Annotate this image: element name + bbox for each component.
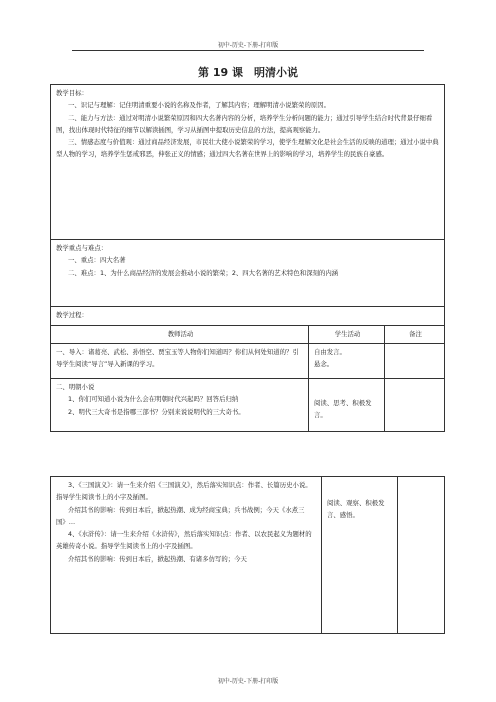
column-header-row — [51, 326, 445, 344]
note-cell — [385, 344, 445, 379]
objective-item: 二、能力与方法：通过对明清小说繁荣原因和四大名著内容的分析，培养学生分析问题的能力；通过引导学生结合时代背景仔细看图，找出体现时代特征的细节以解读插图，学习从插图中提取历史信息的方法，提高观察能力。 — [56, 113, 433, 134]
student-activity: 阅读、观察、积极发言、感悟。 — [327, 499, 385, 520]
objective-item: 一、识记与理解：记住明清重要小说的名称及作者，了解其内容；理解明清小说繁荣的原因。 — [68, 101, 331, 110]
teacher-activity: 4、《水浒传》：请一生来介绍《水浒传》，然后落实知识点：作者、以农民起义为题材的英雄传奇小说。指导学生阅读书上的小字及插图。 — [56, 530, 312, 551]
objectives-heading: 教学目标： — [56, 89, 88, 97]
table-row — [51, 379, 445, 432]
keypoints-row — [51, 240, 445, 307]
note-cell — [385, 379, 445, 432]
lesson-plan-table — [50, 84, 445, 432]
student-activity: 悬念。 — [314, 360, 334, 369]
keypoint-item: 一、重点：四大名著 — [68, 256, 126, 265]
teacher-activity: 2、明代三大奇书是指哪三部书？分别来说说明代的三大奇书。 — [68, 407, 245, 416]
objectives-row — [51, 85, 445, 240]
teacher-activity: 介绍其书的影响：传到日本后，掀起热潮、有诸多仿写的；今天 — [68, 554, 247, 563]
page-footer: 初中-历史-下册-打印版 — [217, 678, 279, 685]
teacher-activity: 二、明朝小说 — [56, 383, 95, 391]
keypoint-item: 二、难点：1、为什么商品经济的发展会推动小说的繁荣；2、四大名著的艺术特色和深刻的内涵 — [68, 268, 339, 277]
page-header: 初中-历史-下册-打印版 — [217, 42, 279, 49]
column-header-teacher: 教师活动 — [51, 326, 309, 344]
note-cell — [398, 477, 445, 634]
objective-item: 三、情感态度与价值观：通过商品经济发展，市民壮大使小说繁荣的学习，使学生理解文化是社会生活的反映的道理；通过小说中典型人物的学习，培养学生惩戒邪恶，伸张正义的情感；通过四大名著在世界上的影响的学习，培养学生的民族自豪感。 — [56, 138, 439, 159]
keypoints-heading: 教学重点与难点： — [56, 244, 108, 252]
column-header-note: 备注 — [385, 326, 445, 344]
page-title: 第 19 课 明清小说 — [198, 66, 298, 79]
header-rule — [72, 50, 424, 51]
student-activity: 阅读、思考、积极发言。 — [314, 399, 372, 420]
teacher-activity: 介绍其书的影响：传到日本后，掀起热潮、成为经商宝典；兵书战例；今天《水煮三国》… — [56, 505, 305, 526]
continued-table — [50, 476, 445, 634]
table-row — [51, 477, 445, 634]
student-activity: 自由发言。 — [314, 348, 346, 356]
column-header-student: 学生活动 — [309, 326, 385, 344]
teacher-activity: 1、你们可知道小说为什么会在明朝时代兴起吗？回答后归纳 — [68, 395, 239, 404]
process-heading: 教学过程： — [56, 311, 88, 319]
table-row — [51, 344, 445, 379]
process-heading-row — [51, 307, 445, 326]
teacher-activity: 一、导入：诸葛亮、武松、孙悟空、贾宝玉等人物你们知道吗？你们从何处知道的？引导学生阅读“导言”导入新课的学习。 — [56, 348, 299, 369]
teacher-activity: 3、《三国演义》：请一生来介绍《三国演义》，然后落实知识点：作者、长篇历史小说。指导学生阅读书上的小字及插图。 — [56, 481, 312, 502]
